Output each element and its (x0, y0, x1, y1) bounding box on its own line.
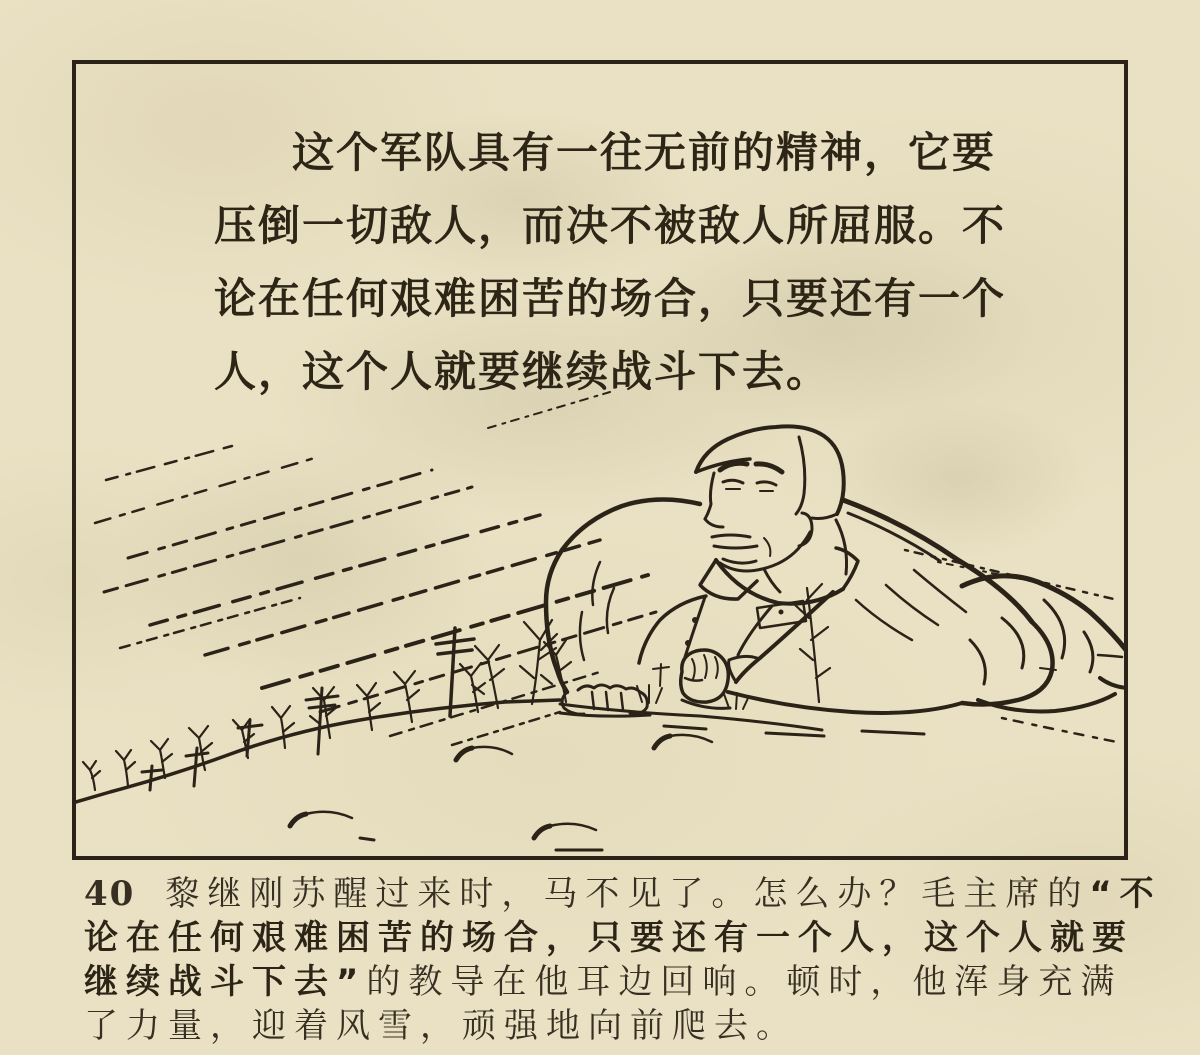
caption-text-regular: 黎继刚苏醒过来时，马不见了。怎么办？毛主席的 (165, 874, 1090, 914)
quote-line-1: 这个军队具有一往无前的精神，它要 (292, 128, 997, 177)
caption-line-3 (84, 960, 1144, 1004)
ground-shadow (664, 718, 1122, 743)
quote-line-3: 论在任何艰难困苦的场合，只要还有一个 (214, 274, 1007, 323)
caption-text-bold: 继续战斗下去” (84, 962, 367, 1002)
bedroll (962, 576, 1124, 712)
caption-line-1 (84, 872, 1162, 916)
quote-line-2: 压倒一切敌人，而决不被敌人所屈服。不 (214, 201, 1007, 250)
footprint-marks (290, 735, 712, 850)
caption-line-4 (84, 1004, 1144, 1048)
page-number: 40 (84, 874, 136, 914)
caption-text-regular: 了力量，迎着风雪，顽强地向前爬去。 (84, 1006, 798, 1046)
caption (84, 872, 1162, 1048)
caption-line-2 (84, 916, 1144, 960)
soldier-jacket (685, 520, 858, 657)
caption-text-bold: “不 (1089, 874, 1162, 914)
comic-panel (72, 60, 1128, 860)
caption-text-regular: 的教导在他耳边回响。顿时，他浑身充满 (366, 962, 1123, 1002)
quote-line-4: 人，这个人就要继续战斗下去。 (214, 347, 831, 396)
caption-text-bold: 论在任何艰难困苦的场合，只要还有一个人，这个人就要 (84, 918, 1134, 958)
quote-text (214, 116, 1044, 408)
